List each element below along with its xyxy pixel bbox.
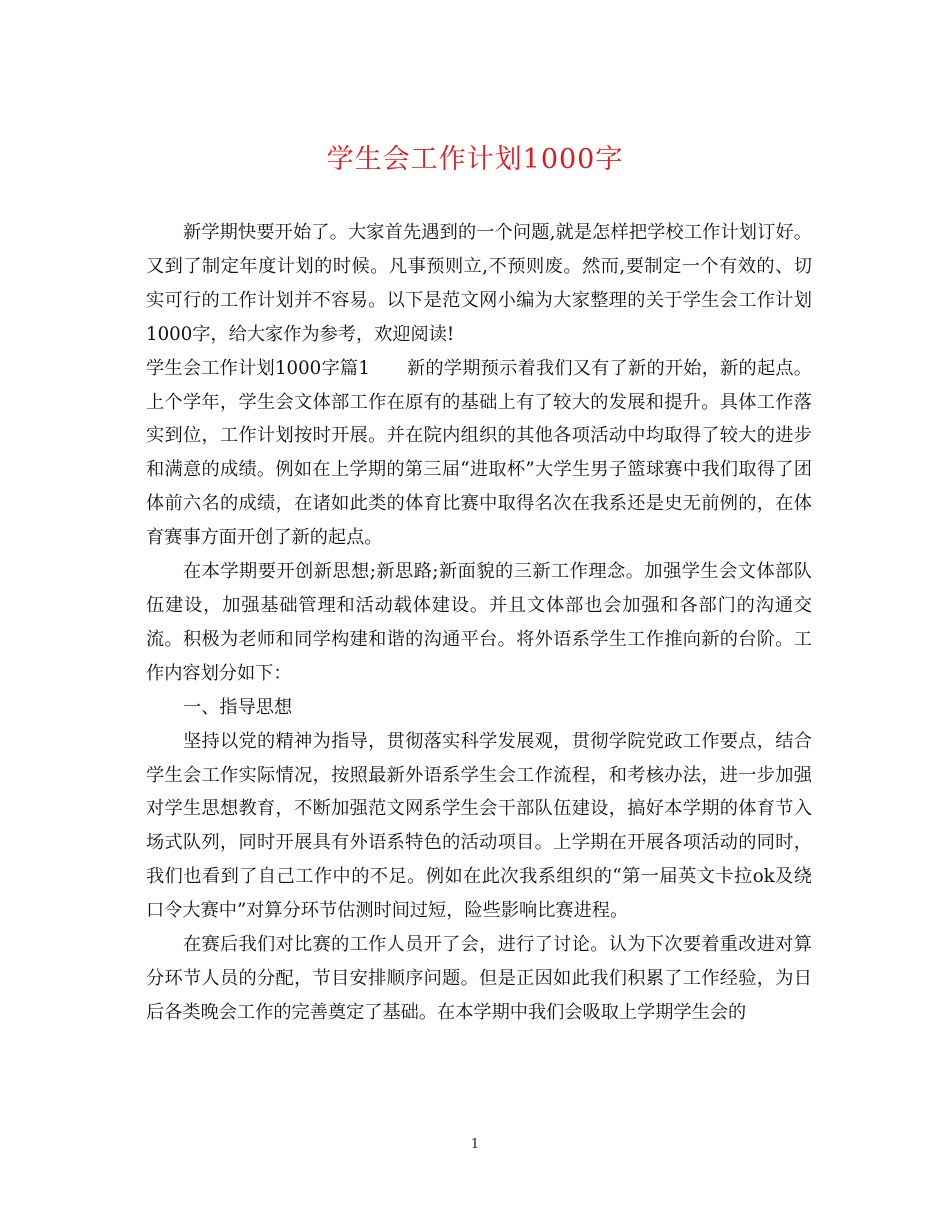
page-number: 1: [470, 1137, 480, 1152]
paragraph-plan-heading: 学生会工作计划1000字篇1 新的学期预示着我们又有了新的开始，新的起点。上个学年，学生会文体部工作在原有的基础上有了较大的发展和提升。具体工作落实到位，工作计划按时开展。并在院内组织的其他各项活动中均取得了较大的进步和满意的成绩。例如在上学期的第三届“进取杯”大学生男子篮球赛中我们取得了团体前六名的成绩，在诸如此类的体育比赛中取得名次在我系还是史无前例的，在体育赛事方面开创了新的起点。: [146, 357, 812, 549]
paragraph-intro: 新学期快要开始了。大家首先遇到的一个问题,就是怎样把学校工作计划订好。又到了制定年度计划的时候。凡事预则立,不预则废。然而,要制定一个有效的、切实可行的工作计划并不容易。以下是范文网小编为大家整理的关于学生会工作计划1000字，给大家作为参考，欢迎阅读!: [146, 222, 812, 345]
paragraph-new-ideas: 在本学期要开创新思想;新思路;新面貌的三新工作理念。加强学生会文体部队伍建设，加强基础管理和活动载体建设。并且文体部也会加强和各部门的沟通交流。积极为老师和同学构建和谐的沟通平台。将外语系学生工作推向新的台阶。工作内容划分如下：: [146, 561, 812, 684]
section-heading-guiding-thought: 一、指导思想: [183, 696, 293, 718]
paragraph-guiding-thought: 坚持以党的精神为指导，贯彻落实科学发展观，贯彻学院党政工作要点，结合学生会工作实际情况，按照最新外语系学生会工作流程，和考核办法，进一步加强对学生思想教育，不断加强范文网系学生会干部队伍建设，搞好本学期的体育节入场式队列，同时开展具有外语系特色的活动项目。上学期在开展各项活动的同时，我们也看到了自己工作中的不足。例如在此次我系组织的“第一届英文卡拉ok及绕口令大赛中”对算分环节估测时间过短，险些影响比赛进程。: [146, 730, 812, 922]
paragraph-post-competition: 在赛后我们对比赛的工作人员开了会，进行了讨论。认为下次要着重改进对算分环节人员的分配，节目安排顺序问题。但是正因如此我们积累了工作经验，为日后各类晚会工作的完善奠定了基础。在本学期中我们会吸取上学期学生会的: [146, 934, 812, 1023]
document-title: 学生会工作计划1000字: [326, 144, 624, 175]
document-body: [146, 216, 812, 1030]
